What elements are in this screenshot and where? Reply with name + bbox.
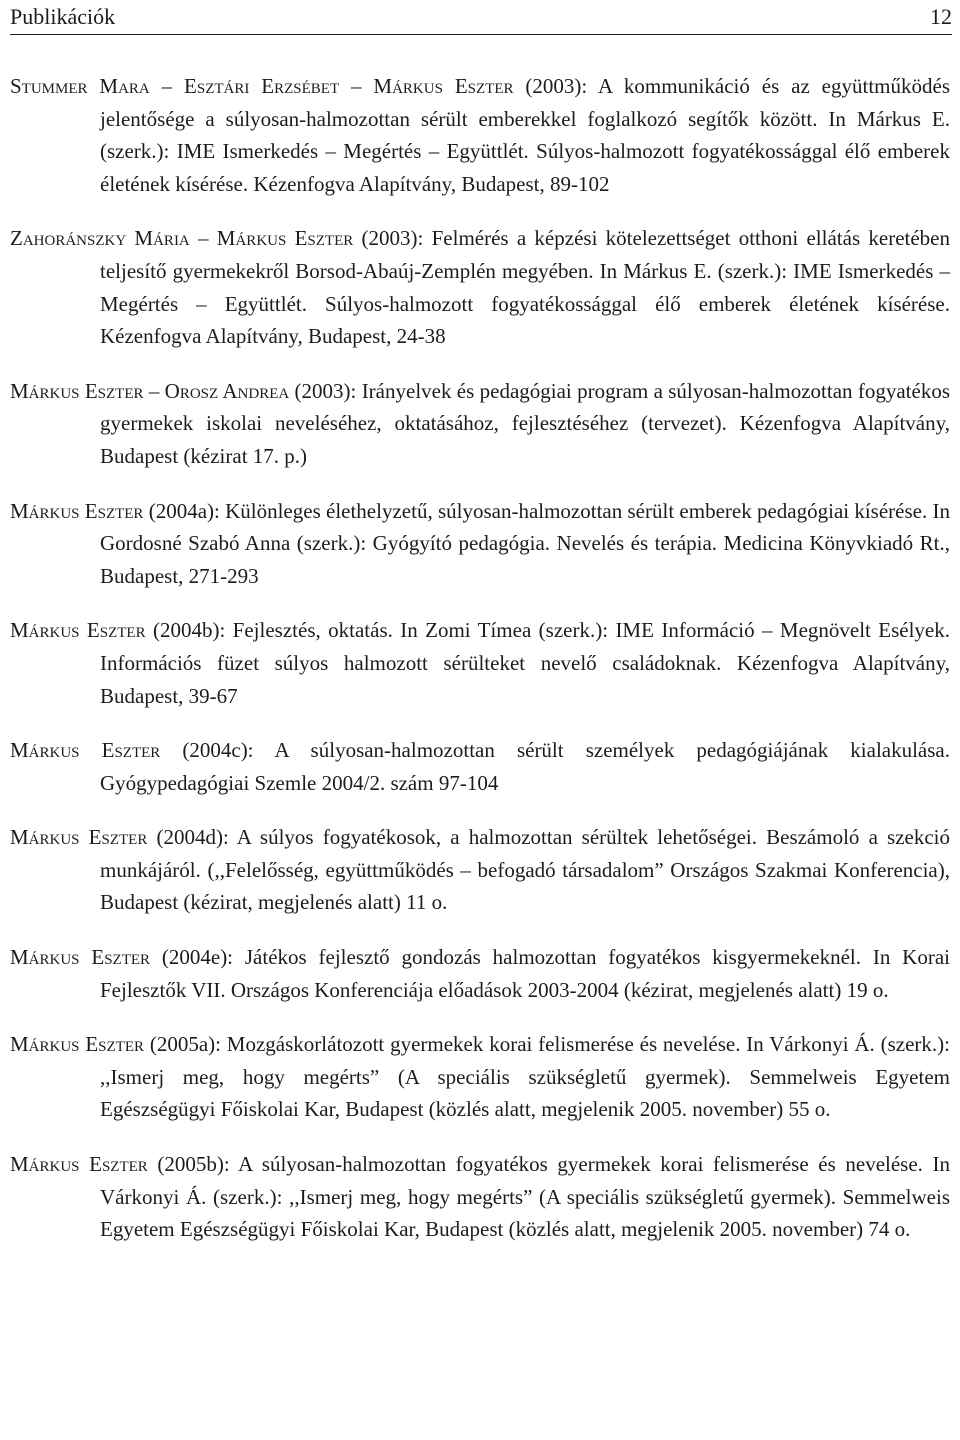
reference-entry: [10, 495, 950, 593]
reference-entry: [10, 70, 950, 200]
page-header: [10, 0, 952, 35]
reference-authors: Márkus Eszter: [10, 825, 148, 850]
reference-details: (2003): Felmérés a képzési kötelezettséget otthoni ellátás keretében teljesítő gyermekekről Borsod-Abaúj-Zemplén megyében. In Márkus E. (szerk.): IME Ismerkedés – Megértés – Együttlét. Súlyos-halmozott fogyatékossággal élő emberek életének kísérése. Kézenfogva Alapítvány, Budapest, 24-38: [100, 226, 950, 349]
reference-authors: Márkus Eszter: [10, 498, 144, 523]
reference-details: (2003): A kommunikáció és az együttműködés jelentősége a súlyosan-halmozottan sérült emberekkel foglalkozó segítők között. In Márkus E. (szerk.): IME Ismerkedés – Megértés – Együttlét. Súlyos-halmozott fogyatékossággal élő emberek életének kísérése. Kézenfogva Alapítvány, Budapest, 89-102: [100, 74, 950, 196]
reference-authors: Márkus Eszter: [10, 945, 151, 970]
reference-details: (2004b): Fejlesztés, oktatás. In Zomi Tímea (szerk.): IME Információ – Megnövelt Esélyek. Információs füzet súlyos halmozott sérülteket nevelő családoknak. Kézenfogva Alapítvány, Budapest, 39-67: [100, 618, 950, 708]
reference-entry: [10, 1148, 950, 1246]
reference-entry: [10, 222, 950, 352]
reference-entry: [10, 375, 950, 473]
reference-entry: [10, 821, 950, 919]
section-title: Publikációk: [10, 4, 116, 29]
reference-authors: Márkus Eszter – Orosz Andrea: [10, 378, 290, 403]
reference-details: (2005a): Mozgáskorlátozott gyermekek korai felismerése és nevelése. In Várkonyi Á. (szerk.): ,,Ismerj meg, hogy megérts” (A speciális szükségletű gyermek). Semmelweis Egyetem Egészségügyi Főiskolai Kar, Budapest (közlés alatt, megjelenik 2005. november) 55 o.: [100, 1032, 950, 1122]
reference-authors: Márkus Eszter: [10, 738, 161, 763]
reference-entry: [10, 941, 950, 1006]
reference-authors: Zahoránszky Mária – Márkus Eszter: [10, 226, 354, 251]
reference-list: [10, 70, 950, 1268]
reference-details: (2003): Irányelvek és pedagógiai program a súlyosan-halmozottan fogyatékos gyermekek iskolai neveléséhez, oktatásához, fejlesztéséhez (tervezet). Kézenfogva Alapítvány, Budapest (kézirat 17. p.): [100, 378, 950, 468]
reference-details: (2004c): A súlyosan-halmozottan sérült személyek pedagógiájának kialakulása. Gyógypedagógiai Szemle 2004/2. szám 97-104: [100, 738, 950, 795]
reference-details: (2005b): A súlyosan-halmozottan fogyatékos gyermekek korai felismerése és nevelése. In Várkonyi Á. (szerk.): ,,Ismerj meg, hogy megérts” (A speciális szükségletű gyermek). Semmelweis Egyetem Egészségügyi Főiskolai Kar, Budapest (közlés alatt, megjelenik 2005. november) 74 o.: [100, 1152, 951, 1242]
reference-details: (2004a): Különleges élethelyzetű, súlyosan-halmozottan sérült emberek pedagógiai kísérése. In Gordosné Szabó Anna (szerk.): Gyógyító pedagógia. Nevelés és terápia. Medicina Könyvkiadó Rt., Budapest, 271-293: [100, 498, 950, 588]
reference-details: (2004e): Játékos fejlesztő gondozás halmozottan fogyatékos kisgyermekeknél. In Korai Fejlesztők VII. Országos Konferenciája előadások 2003-2004 (kézirat, megjelenés alatt) 19 o.: [100, 945, 950, 1002]
reference-authors: Márkus Eszter: [10, 1032, 145, 1057]
reference-entry: [10, 1028, 950, 1126]
reference-entry: [10, 614, 950, 712]
page-number: 12: [930, 4, 952, 29]
reference-authors: Márkus Eszter: [10, 1152, 148, 1177]
reference-entry: [10, 734, 950, 799]
reference-authors: Márkus Eszter: [10, 618, 146, 643]
reference-authors: Stummer Mara – Esztári Erzsébet – Márkus Eszter: [10, 74, 514, 98]
reference-details: (2004d): A súlyos fogyatékosok, a halmozottan sérültek lehetőségei. Beszámoló a szekció munkájáról. (,,Felelősség, együttműködés – befogadó társadalom” Országos Szakmai Konferencia), Budapest (kézirat, megjelenés alatt) 11 o.: [100, 825, 950, 915]
